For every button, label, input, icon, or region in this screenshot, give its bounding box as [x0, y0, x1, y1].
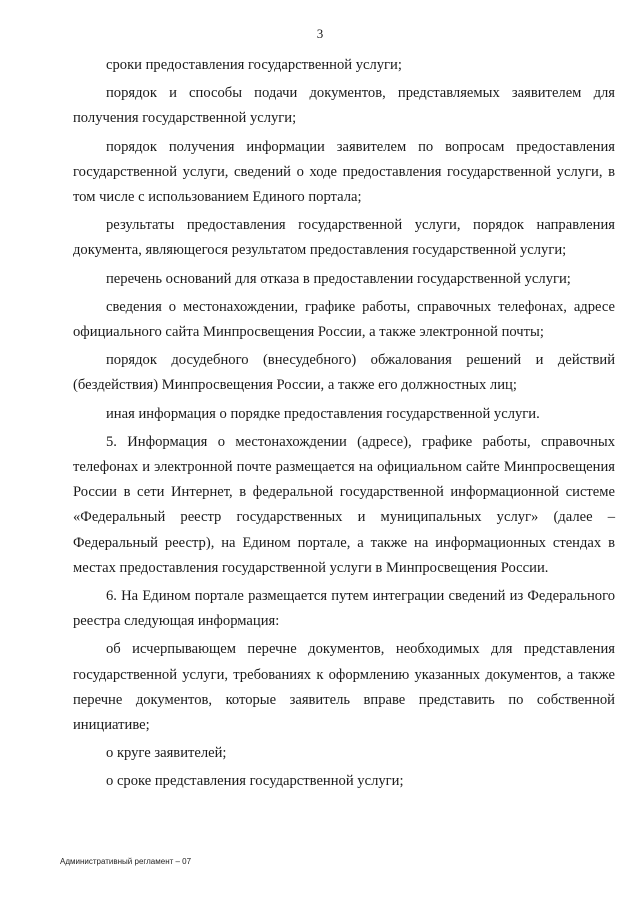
page-number: 3	[316, 26, 324, 41]
paragraph-service-terms: сроки предоставления государственной услуги;	[106, 57, 402, 73]
footer-note: Административный регламент – 07	[60, 857, 192, 866]
paragraph-other-info: иная информация о порядке предоставления государственной услуги.	[106, 405, 540, 422]
paragraph-location-info: сведения о местонахождении, графике работы, справочных телефонах, адресе официального сайта Минпросвещения России, а также электронной почты;	[73, 298, 615, 341]
document-body	[73, 53, 615, 798]
paragraph-appeal-procedure: порядок досудебного (внесудебного) обжалования решений и действий (бездействия) Минпросвещения России, а также его должностных лиц;	[73, 352, 615, 394]
paragraph-item-5: 5. Информация о местонахождении (адресе), графике работы, справочных телефонах и электронной почте размещается на официальном сайте Минпросвещения России в сети Интернет, в федеральной государственной информационной системе «Федеральный реестр государственных и муниципальных услуг» (далее – Федеральный реестр), на Едином портале, а также на информационных стендах в местах предоставления государственной услуги в Минпросвещения России.	[73, 433, 615, 576]
paragraph-submission-order: порядок и способы подачи документов, представляемых заявителем для получения государственной услуги;	[73, 85, 615, 127]
paragraph-refusal-grounds: перечень оснований для отказа в предоставлении государственной услуги;	[106, 270, 571, 287]
paragraph-documents-list: об исчерпывающем перечне документов, необходимых для представления государственной услуги, требованиях к оформлению указанных документов, а также перечне документов, которые заявитель вправе представить по собственной инициативе;	[73, 641, 615, 734]
paragraph-results: результаты предоставления государственной услуги, порядок направления документа, являющегося результатом предоставления государственной услуги;	[73, 217, 615, 259]
paragraph-applicants: о круге заявителей;	[106, 745, 227, 762]
paragraph-service-term: о сроке представления государственной услуги;	[106, 773, 404, 790]
paragraph-information-order: порядок получения информации заявителем по вопросам предоставления государственной услуги, сведений о ходе предоставления государственной услуги, в том числе с использованием Единого портала;	[73, 138, 615, 206]
paragraph-item-6: 6. На Едином портале размещается путем интеграции сведений из Федерального реестра следующая информация:	[73, 588, 615, 630]
